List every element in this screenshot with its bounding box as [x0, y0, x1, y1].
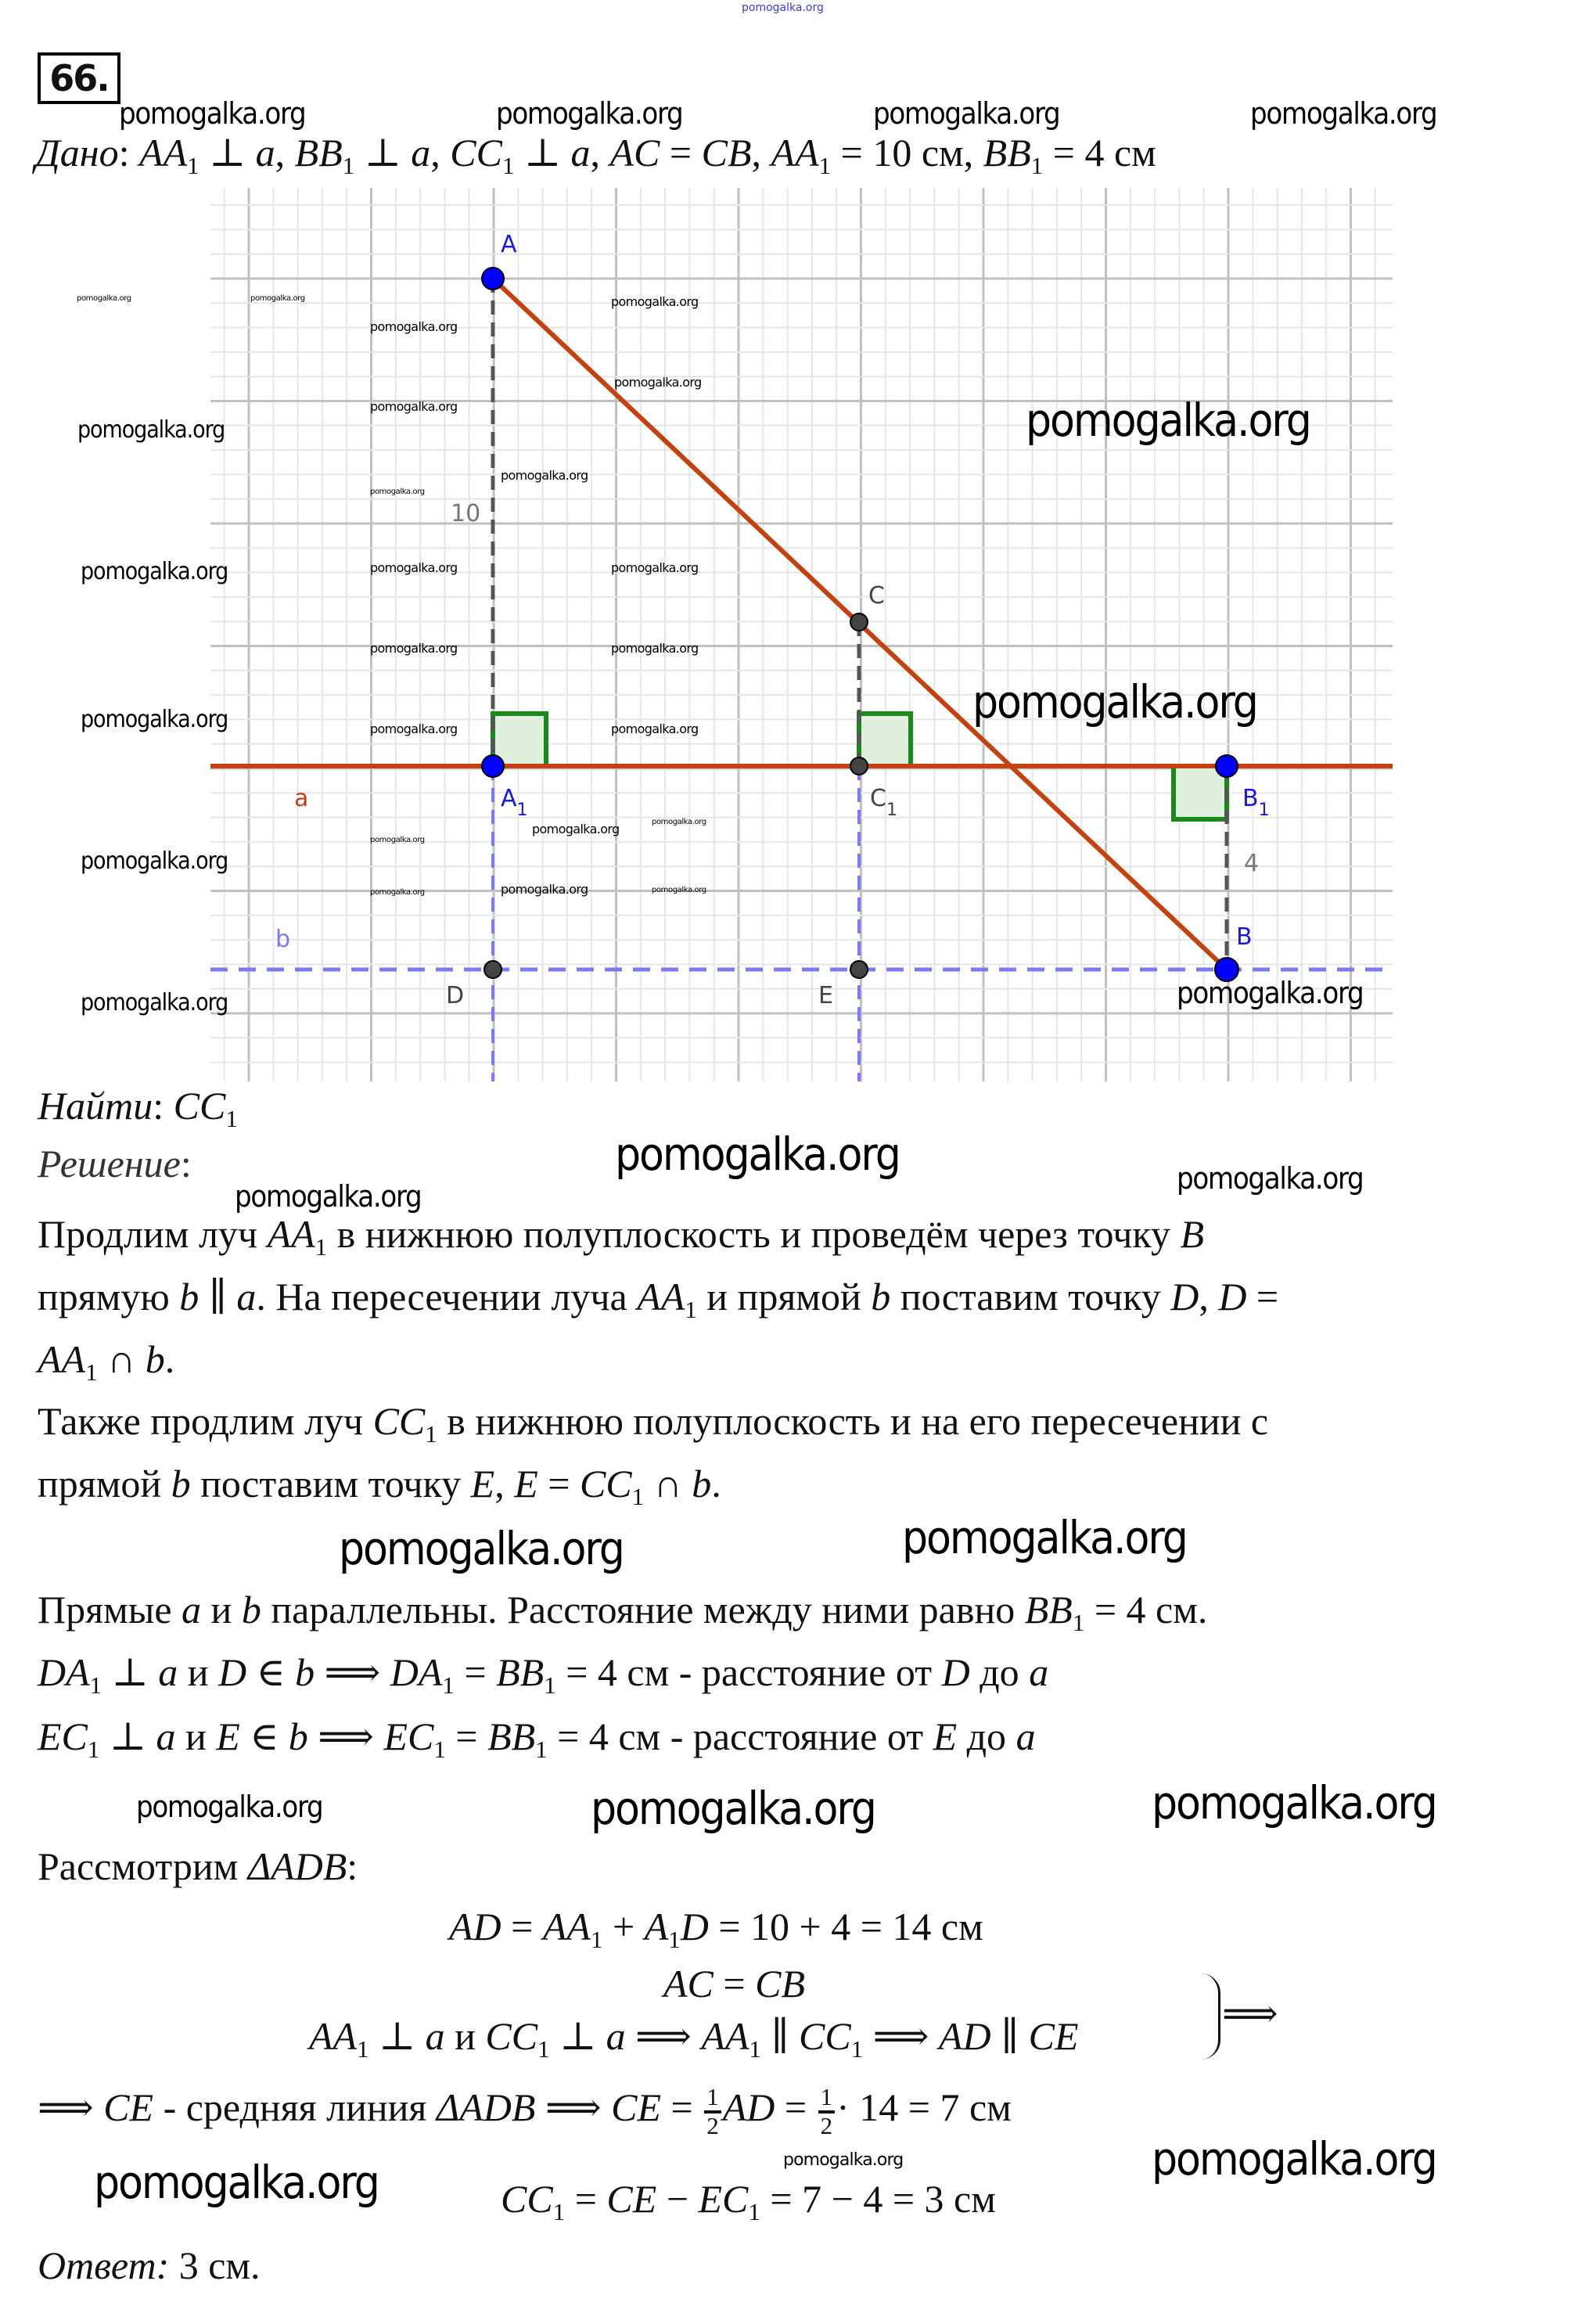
watermark: pomogalka.org — [614, 375, 702, 390]
math-symbol: CC — [501, 2177, 553, 2221]
math-symbol: a — [236, 1275, 257, 1318]
math-symbol: AC — [663, 1962, 714, 2006]
watermark: pomogalka.org — [611, 560, 699, 575]
text-run: = — [445, 1714, 488, 1758]
text-run: ⊥ — [549, 2014, 606, 2058]
length-aa1: 10 — [451, 500, 481, 527]
watermark: pomogalka.org — [501, 468, 588, 483]
watermark: pomogalka.org — [496, 96, 683, 131]
watermark: pomogalka.org — [501, 882, 588, 897]
implies-arrow — [1222, 1991, 1278, 2035]
subscript: 1 — [818, 151, 832, 179]
text-run: Продлим луч — [38, 1212, 268, 1256]
answer-line — [38, 2243, 261, 2287]
watermark: pomogalka.org — [370, 836, 425, 844]
subscript: 1 — [442, 1671, 455, 1699]
text-line — [38, 1650, 1049, 1699]
label-e: E — [818, 982, 833, 1009]
fraction-denominator: 2 — [820, 2111, 833, 2139]
math-symbol: a — [1029, 1650, 1049, 1694]
subscript: 1 — [749, 2034, 761, 2063]
text-run: , — [494, 1462, 515, 1506]
text-run: ⟹ — [1222, 1991, 1278, 2035]
subscript: 1 — [501, 151, 515, 179]
label-b1-sub: 1 — [1258, 800, 1270, 820]
math-symbol: A — [644, 1905, 669, 1948]
point-e[interactable] — [850, 961, 868, 978]
math-symbol: a — [606, 2014, 626, 2058]
point-a1[interactable] — [482, 755, 504, 777]
text-run: ⊥ — [99, 1714, 156, 1758]
math-symbol: ΔADB — [247, 1844, 347, 1888]
text-run: , — [1199, 1275, 1219, 1318]
math-symbol: E — [470, 1462, 495, 1506]
watermark: pomogalka.org — [339, 1522, 624, 1575]
text-run: = 4 см - расстояние от — [547, 1714, 933, 1758]
watermark: pomogalka.org — [94, 2156, 379, 2209]
point-d[interactable] — [484, 961, 501, 978]
math-symbol: b — [179, 1275, 199, 1318]
text-run: параллельны. Расстояние между ними равно — [261, 1588, 1025, 1631]
math-symbol: a — [411, 131, 431, 174]
watermark: pomogalka.org — [81, 847, 228, 875]
text-run: = — [660, 131, 702, 174]
math-symbol: BB — [496, 1650, 545, 1694]
text-run: ⊥ — [368, 2014, 426, 2058]
math-symbol: b — [145, 1337, 165, 1381]
watermark: pomogalka.org — [81, 989, 228, 1016]
math-symbol: b — [241, 1588, 261, 1631]
text-run: − — [656, 2177, 699, 2221]
text-run: ∩ — [644, 1462, 692, 1506]
text-run: и — [175, 1714, 217, 1758]
text-run: и прямой — [696, 1275, 872, 1318]
text-run: ⊥ — [514, 131, 571, 174]
subscript: 1 — [590, 1925, 603, 1953]
math-symbol: Найти — [38, 1084, 153, 1128]
watermark: pomogalka.org — [1152, 1776, 1436, 1829]
label-c1-main: C — [870, 785, 886, 812]
math-symbol: a — [255, 131, 275, 174]
math-symbol: AC — [609, 131, 660, 174]
math-symbol: CE — [606, 2177, 657, 2221]
text-run: ∥ — [990, 2014, 1029, 2058]
text-run: и — [444, 2014, 486, 2058]
math-symbol: AA — [139, 131, 188, 174]
text-run: ∈ — [246, 1650, 296, 1694]
math-symbol: EC — [698, 2177, 749, 2221]
math-symbol: BB — [487, 1714, 536, 1758]
text-run: = — [775, 2085, 817, 2130]
math-symbol: Дано — [35, 131, 119, 174]
point-b1[interactable] — [1216, 755, 1238, 777]
text-run: : — [347, 1844, 358, 1888]
watermark: pomogalka.org — [652, 818, 706, 826]
subscript: 1 — [850, 2034, 864, 2063]
math-symbol: E — [514, 1462, 538, 1506]
math-symbol: AA — [267, 1212, 315, 1256]
text-run: = — [713, 1962, 756, 2006]
watermark: pomogalka.org — [902, 1511, 1187, 1564]
watermark: pomogalka.org — [370, 641, 458, 656]
math-symbol: CC — [579, 1462, 632, 1506]
watermark: pomogalka.org — [370, 487, 425, 496]
text-run: = 4 см — [1043, 131, 1156, 174]
math-symbol: Ответ: — [38, 2243, 170, 2287]
watermark: pomogalka.org — [370, 319, 458, 334]
text-run: : — [118, 131, 140, 174]
text-line — [38, 1337, 175, 1386]
text-run: Рассмотрим — [38, 1844, 248, 1888]
math-symbol: AD — [722, 2085, 775, 2130]
math-symbol: a — [182, 1588, 202, 1631]
text-run: до — [957, 1714, 1016, 1758]
math-symbol: D — [217, 1650, 247, 1694]
math-symbol: D — [941, 1650, 970, 1694]
math-symbol: a — [156, 1714, 176, 1758]
text-run: в нижнюю полуплоскость и проведём через точку — [327, 1212, 1181, 1256]
math-symbol: B — [1180, 1212, 1205, 1256]
subscript: 1 — [535, 1735, 548, 1763]
text-line — [38, 1844, 358, 1888]
subscript: 1 — [89, 1671, 102, 1699]
text-run: = 4 см. — [1084, 1588, 1208, 1631]
text-run: . — [164, 1337, 175, 1381]
text-line — [38, 1277, 1278, 1322]
subscript: 1 — [1030, 151, 1044, 179]
subscript: 1 — [85, 1358, 98, 1386]
text-run: = — [454, 1650, 497, 1694]
subscript: 1 — [537, 2034, 550, 2063]
solution-heading — [38, 1144, 192, 1183]
problem-number: 66. — [38, 52, 120, 104]
watermark: pomogalka.org — [611, 721, 699, 736]
fraction-numerator: 1 — [818, 2085, 836, 2114]
text-run: - средняя линия — [153, 2085, 437, 2130]
find-line — [38, 1086, 238, 1131]
math-symbol: AA — [637, 1275, 685, 1318]
watermark: pomogalka.org — [77, 416, 225, 444]
watermark: pomogalka.org — [615, 1128, 900, 1181]
text-run: в нижнюю полуплоскость и на его пересечении с — [437, 1399, 1269, 1443]
text-run: , — [590, 131, 610, 174]
text-line — [38, 1714, 1036, 1763]
text-run: , — [751, 131, 771, 174]
text-line — [38, 1464, 721, 1509]
fraction-denominator: 2 — [706, 2111, 719, 2139]
math-symbol: b — [171, 1462, 191, 1506]
label-d: D — [446, 982, 465, 1009]
text-run: ∥ — [760, 2014, 800, 2058]
label-b: B — [1236, 923, 1253, 951]
text-run: = — [501, 1905, 543, 1948]
subscript: 1 — [685, 1295, 697, 1323]
text-run: = — [661, 2085, 703, 2130]
math-symbol: D — [1170, 1275, 1199, 1318]
label-c: C — [868, 582, 885, 610]
subscript: 1 — [552, 2197, 566, 2225]
text-run: : — [153, 1084, 174, 1128]
geometry-diagram — [0, 0, 1578, 1095]
watermark: pomogalka.org — [370, 560, 458, 575]
text-line — [38, 1214, 1204, 1259]
fraction-numerator: 1 — [704, 2085, 721, 2114]
math-symbol: CC — [372, 1399, 426, 1443]
watermark: pomogalka.org — [1177, 976, 1364, 1010]
math-symbol: b — [288, 1714, 308, 1758]
math-symbol: EC — [383, 1714, 434, 1758]
math-symbol: a — [570, 131, 591, 174]
subscript: 1 — [187, 151, 199, 179]
text-run: = 4 см - расстояние от — [555, 1650, 942, 1694]
math-symbol: CC — [799, 2014, 851, 2058]
watermark: pomogalka.org — [783, 2150, 904, 2170]
text-run: ⟹ — [315, 1650, 390, 1694]
text-run: ∥ — [199, 1275, 237, 1318]
math-symbol: b — [692, 1462, 712, 1506]
subscript: 1 — [544, 1671, 556, 1699]
math-symbol: b — [871, 1275, 891, 1318]
subscript: 1 — [225, 1104, 238, 1132]
equation — [501, 2179, 996, 2224]
watermark: pomogalka.org — [136, 1790, 323, 1824]
watermark: pomogalka.org — [81, 706, 228, 733]
math-symbol: ΔADB — [436, 2085, 536, 2130]
equation — [449, 1907, 983, 1952]
math-symbol: E — [216, 1714, 240, 1758]
math-symbol: DA — [390, 1650, 443, 1694]
math-symbol: CB — [701, 131, 752, 174]
watermark: pomogalka.org — [77, 294, 131, 303]
subscript: 1 — [433, 1735, 446, 1763]
watermark: pomogalka.org — [972, 675, 1257, 728]
math-symbol: AA — [771, 131, 819, 174]
watermark: pomogalka.org — [873, 96, 1060, 131]
text-run: ⟹ — [625, 2014, 702, 2058]
label-line-a: a — [294, 785, 309, 812]
point-c[interactable] — [850, 613, 868, 631]
subscript: 1 — [315, 1232, 328, 1261]
watermark: pomogalka.org — [1026, 394, 1310, 447]
equation — [38, 2085, 1012, 2139]
watermark: pomogalka.org — [370, 399, 458, 414]
subscript: 1 — [631, 1482, 645, 1510]
math-symbol: Решение — [38, 1142, 181, 1185]
fraction — [704, 2085, 721, 2139]
math-symbol: CE — [1028, 2014, 1079, 2058]
math-symbol: CE — [611, 2085, 662, 2130]
text-run: ⊥ — [199, 131, 256, 174]
watermark: pomogalka.org — [370, 888, 425, 897]
math-symbol: AD — [938, 2014, 991, 2058]
math-symbol: BB — [294, 131, 343, 174]
math-symbol: AA — [38, 1337, 86, 1381]
watermark: pomogalka.org — [532, 822, 620, 836]
watermark: pomogalka.org — [370, 721, 458, 736]
math-symbol: D — [680, 1905, 709, 1948]
math-symbol: a — [1015, 1714, 1036, 1758]
math-symbol: CB — [755, 1962, 806, 2006]
text-run: + — [602, 1905, 645, 1948]
math-symbol: CC — [173, 1084, 226, 1128]
watermark: pomogalka.org — [250, 294, 305, 303]
watermark: pomogalka.org — [81, 558, 228, 585]
label-a1-sub: 1 — [516, 800, 528, 820]
text-run: = — [1246, 1275, 1279, 1318]
label-b1 — [1242, 785, 1270, 820]
label-b1-main: B — [1242, 785, 1259, 812]
text-run: поставим точку — [890, 1275, 1171, 1318]
text-run: ⊥ — [354, 131, 412, 174]
subscript: 1 — [1072, 1608, 1085, 1636]
length-bb1: 4 — [1244, 850, 1260, 877]
subscript: 1 — [87, 1735, 100, 1763]
math-symbol: AD — [449, 1905, 501, 1948]
label-line-b: b — [275, 926, 291, 953]
equation — [309, 2016, 1079, 2061]
text-run: Также продлим луч — [38, 1399, 373, 1443]
watermark: pomogalka.org — [1152, 2132, 1436, 2185]
subscript: 1 — [342, 151, 355, 179]
text-run: . На пересечении луча — [256, 1275, 638, 1318]
text-run: = — [565, 2177, 607, 2221]
text-run: = 7 − 4 = 3 см — [760, 2177, 996, 2221]
math-symbol: a — [425, 2014, 445, 2058]
text-run: прямую — [38, 1275, 180, 1318]
text-run: ⟹ — [535, 2085, 612, 2130]
text-line — [38, 1401, 1268, 1446]
math-symbol: AA — [701, 2014, 749, 2058]
math-symbol: AA — [542, 1905, 591, 1948]
label-a1 — [501, 785, 528, 820]
watermark: pomogalka.org — [119, 96, 306, 131]
math-symbol: b — [295, 1650, 315, 1694]
brace — [1201, 1973, 1220, 2060]
text-run: ⊥ — [102, 1650, 159, 1694]
text-run: ⟹ — [307, 1714, 384, 1758]
text-run: : — [180, 1142, 192, 1185]
subscript: 1 — [668, 1925, 681, 1953]
watermark: pomogalka.org — [591, 1782, 875, 1835]
math-symbol: a — [158, 1650, 178, 1694]
text-run: прямой — [38, 1462, 171, 1506]
text-run: и — [178, 1650, 218, 1694]
label-c1-sub: 1 — [886, 800, 897, 820]
math-symbol: AA — [309, 2014, 358, 2058]
right-angle-mark-c1 — [859, 714, 911, 766]
watermark: pomogalka.org — [235, 1179, 422, 1214]
text-run: , — [275, 131, 295, 174]
point-c1[interactable] — [850, 757, 868, 775]
math-symbol: CC — [450, 131, 502, 174]
text-run: Прямые — [38, 1588, 182, 1631]
math-symbol: D — [1218, 1275, 1247, 1318]
text-run: ⟹ — [38, 2085, 104, 2130]
subscript: 1 — [357, 2034, 369, 2063]
point-a[interactable] — [482, 268, 504, 290]
subscript: 1 — [425, 1419, 437, 1448]
math-symbol: BB — [983, 131, 1031, 174]
watermark: pomogalka.org — [652, 886, 706, 894]
text-run: до — [969, 1650, 1030, 1694]
text-run: ⟹ — [863, 2014, 939, 2058]
text-run: · 14 = 7 см — [836, 2085, 1012, 2130]
math-symbol: CE — [103, 2085, 154, 2130]
watermark: pomogalka.org — [1250, 96, 1437, 131]
math-symbol: BB — [1024, 1588, 1073, 1631]
text-run: ∩ — [97, 1337, 146, 1381]
watermark: pomogalka.org — [611, 641, 699, 656]
text-run: ∈ — [239, 1714, 289, 1758]
math-symbol: EC — [38, 1714, 88, 1758]
text-run: . — [711, 1462, 721, 1506]
text-run: , — [430, 131, 451, 174]
label-a: A — [501, 231, 517, 258]
text-line — [38, 1590, 1207, 1635]
watermark: pomogalka.org — [1177, 1161, 1364, 1196]
text-run: = 10 + 4 = 14 см — [708, 1905, 983, 1948]
fraction — [818, 2085, 836, 2139]
text-run: = — [537, 1462, 580, 1506]
text-run: 3 см. — [169, 2243, 261, 2287]
math-symbol: CC — [485, 2014, 538, 2058]
watermark: pomogalka.org — [611, 294, 699, 309]
text-run: и — [201, 1588, 242, 1631]
text-run: = 10 см, — [831, 131, 983, 174]
label-c1 — [870, 785, 897, 820]
equation — [663, 1962, 806, 2006]
label-a1-main: A — [501, 785, 517, 812]
math-symbol: E — [933, 1714, 958, 1758]
text-run: поставим точку — [190, 1462, 471, 1506]
subscript: 1 — [748, 2197, 760, 2225]
math-symbol: DA — [38, 1650, 90, 1694]
top-watermark: pomogalka.org — [742, 2, 824, 14]
